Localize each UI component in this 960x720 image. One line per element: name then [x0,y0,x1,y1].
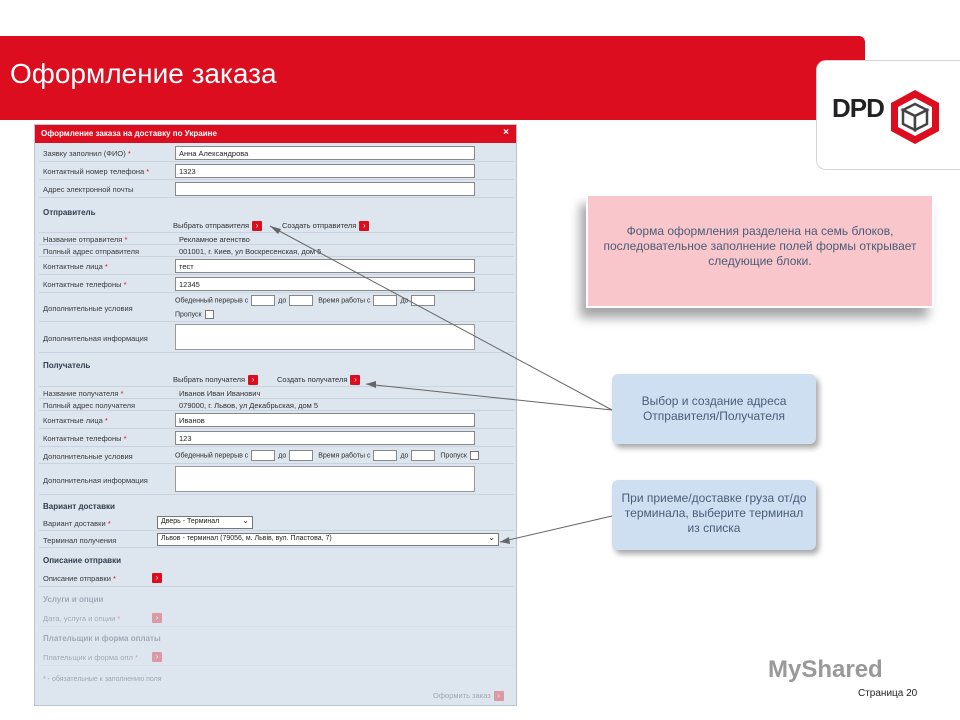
services-button[interactable]: › [152,613,162,623]
arrowhead-receiver [366,381,376,388]
phone-row: Контактный номер телефона * 1323 [39,163,514,180]
receiver-name-label: Название получателя [43,389,119,398]
receiver-phones-input[interactable]: 123 [175,431,475,445]
sender-name-value: Рекламное агенство [179,235,250,244]
intro-callout: Форма оформления разделена на семь блоков, последовательное заполнение полей формы открывает следующие блоки. [586,194,934,308]
payment-section-title: Плательщик и форма оплаты [43,634,161,643]
shipment-desc-row: Описание отправки * › [39,569,514,587]
services-row: Дата, услуга и опции * › [39,609,514,627]
services-label: Дата, услуга и опции [43,614,116,623]
delivery-variant-label: Вариант доставки [43,519,106,528]
chevron-right-icon: › [359,221,369,231]
filled-by-label: Заявку заполнил (ФИО) [43,149,126,158]
sender-conditions-label: Дополнительные условия [43,304,133,313]
receiver-contacts-row: Контактные лица * Иванов [39,412,514,429]
page-number: Страница 20 [858,688,918,699]
sender-phones-row: Контактные телефоны * 12345 [39,276,514,293]
create-receiver-button[interactable]: Создать получателя › [277,375,360,385]
email-label: Адрес электронной почты [43,185,134,194]
chevron-right-icon: › [350,375,360,385]
receiver-name-value: Иванов Иван Иванович [179,389,261,398]
choose-sender-button[interactable]: Выбрать отправителя › [173,221,262,231]
payment-button[interactable]: › [152,652,162,662]
address-callout: Выбор и создание адреса Отправителя/Получателя [612,374,816,444]
chevron-right-icon: › [494,691,504,701]
receiver-name-row: Название получателя * Иванов Иван Иванович [39,388,514,399]
chevron-right-icon: › [248,375,258,385]
sender-address-value: 001001, г. Киев, ул Воскресенская, дом 5 [179,247,322,256]
phone-label: Контактный номер телефона [43,167,145,176]
receiver-phones-row: Контактные телефоны * 123 [39,430,514,447]
receiver-contacts-input[interactable]: Иванов [175,413,475,427]
delivery-variant-row: Вариант доставки * Дверь - Терминал ⌄ [39,515,514,531]
sender-name-label: Название отправителя [43,235,123,244]
chevron-down-icon: ⌄ [242,516,249,525]
receiver-lunch-label: Обеденный перерыв с [175,452,249,460]
page-title: Оформление заказа [10,58,277,89]
receiver-pass-label: Пропуск [440,452,467,460]
shipment-section-title: Описание отправки [43,556,122,565]
receiver-hours-label: Время работы с [318,452,371,460]
dpd-logo: DPD [832,93,884,123]
receiver-to-label: до [278,452,287,460]
filled-by-input[interactable]: Анна Александрова [175,146,475,160]
form-header-title: Оформление заказа на доставку по Украине [41,129,217,138]
delivery-section-title: Вариант доставки [43,502,115,511]
receiver-hours-to-label: до [400,452,409,460]
callout-line-sender [270,226,612,410]
create-sender-button[interactable]: Создать отправителя › [282,221,369,231]
receiver-phones-label: Контактные телефоны [43,434,122,443]
sender-phones-label: Контактные телефоны [43,280,122,289]
terminal-label: Терминал получения [43,536,117,545]
shipment-desc-label: Описание отправки [43,574,111,583]
arrowhead-sender [270,226,281,234]
payment-label: Плательщик и форма опл [43,653,133,662]
receiver-address-value: 079000, г. Львов, ул Декабрьская, дом 5 [179,401,319,410]
choose-receiver-button[interactable]: Выбрать получателя › [173,375,258,385]
receiver-section-title: Получатель [43,361,91,370]
services-section-title: Услуги и опции [43,595,104,604]
sender-name-row: Название отправителя * Рекламное агенство [39,234,514,245]
arrowhead-terminal [500,537,510,544]
sender-section-title: Отправитель [43,208,96,217]
sender-address-label: Полный адрес отправителя [43,247,140,256]
sender-pass-label: Пропуск [175,311,202,319]
sender-contacts-row: Контактные лица * тест [39,258,514,275]
chevron-right-icon: › [252,221,262,231]
sender-hours-label: Время работы с [318,297,371,305]
shipment-desc-button[interactable]: › [152,573,162,583]
sender-lunch-label: Обеденный перерыв с [175,297,249,305]
callout-line-receiver [366,384,612,410]
close-icon[interactable]: × [503,127,509,138]
receiver-conditions-label: Дополнительные условия [43,452,133,461]
filled-by-row: Заявку заполнил (ФИО) * Анна Александрова [39,145,514,162]
phone-input[interactable]: 1323 [175,164,475,178]
payment-row: Плательщик и форма опл * › [39,648,514,666]
required-footnote: * - обязательные к заполнению поля [43,676,162,683]
receiver-info-label: Дополнительная информация [43,476,148,485]
sender-info-label: Дополнительная информация [43,334,148,343]
sender-contacts-label: Контактные лица [43,262,103,271]
sender-contacts-input[interactable]: тест [175,259,475,273]
callout-line-terminal [500,516,612,542]
terminal-select[interactable]: Львов - терминал (79056, м. Львів, вул. Пластова, 7) ⌄ [157,533,499,546]
submit-order-button[interactable]: Оформить заказ › [433,691,504,701]
chevron-down-icon: ⌄ [488,533,495,542]
receiver-contacts-label: Контактные лица [43,416,103,425]
sender-hours-to-label: до [400,297,409,305]
terminal-callout: При приеме/доставке груза от/до терминала, выберите терминал из списка [612,480,816,550]
sender-to-label: до [278,297,287,305]
watermark: MyShared [768,656,883,683]
sender-phones-input[interactable]: 12345 [175,277,475,291]
receiver-address-label: Полный адрес получателя [43,401,136,410]
delivery-variant-select[interactable]: Дверь - Терминал ⌄ [157,516,253,529]
